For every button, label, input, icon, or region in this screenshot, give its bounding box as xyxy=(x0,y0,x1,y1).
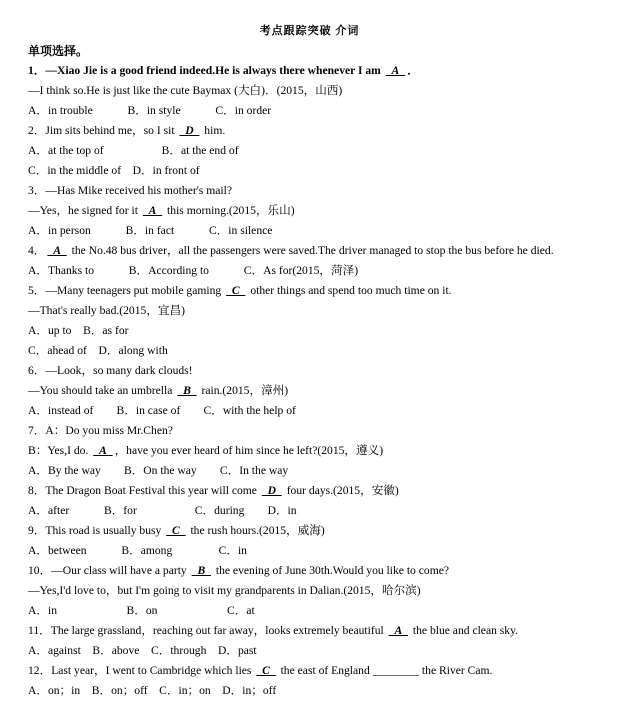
line-text-after: other things and spend too much time on it. xyxy=(247,284,452,297)
line-text-after: the No.48 bus driver，all the passengers were saved.The driver managed to stop the bus before he died. xyxy=(68,244,554,257)
line-text: —I think so.He is just like the cute Baymax (大白)．(2015，山西) xyxy=(28,84,343,97)
line-text: 12．Last year，I went to Cambridge which lies xyxy=(28,664,255,677)
line-text: —Yes，he signed for it xyxy=(28,204,141,217)
line-text: A．Thanks to B．According to C．As for(2015，菏泽) xyxy=(28,264,359,277)
line-text-after: this morning.(2015，乐山) xyxy=(164,204,295,217)
answer-blank: A xyxy=(47,244,67,257)
line-text-after: the rush hours.(2015，威海) xyxy=(187,524,325,537)
line-text: —Yes,I'd love to，but I'm going to visit my grandparents in Dalian.(2015，哈尔滨) xyxy=(28,584,421,597)
line-text: 8．The Dragon Boat Festival this year will come xyxy=(28,484,260,497)
line-text-after: rain.(2015，漳州) xyxy=(198,384,289,397)
line-text: 11．The large grassland，reaching out far away，looks extremely beautiful xyxy=(28,624,387,637)
question-line xyxy=(28,664,492,678)
answer-blank: B xyxy=(177,384,197,397)
line-text-after: him. xyxy=(201,124,226,137)
question-line xyxy=(28,524,325,538)
line-text-after: the east of England ________ the River Cam. xyxy=(277,664,493,677)
answer-blank: C xyxy=(226,284,246,297)
question-line xyxy=(28,84,342,98)
question-line xyxy=(28,624,518,638)
question-line xyxy=(28,604,255,618)
line-text: 10．—Our class will have a party xyxy=(28,564,190,577)
line-text-after: four days.(2015，安徽) xyxy=(283,484,399,497)
question-line xyxy=(28,124,225,138)
line-text: A．in B．on C．at xyxy=(28,604,255,617)
answer-blank: D xyxy=(261,484,282,497)
line-text: 7．A：Do you miss Mr.Chen? xyxy=(28,424,173,437)
line-text-after: the blue and clean sky. xyxy=(409,624,519,637)
line-text: B：Yes,I do. xyxy=(28,444,92,457)
question-line xyxy=(28,204,295,218)
line-text: 6．—Look，so many dark clouds! xyxy=(28,364,193,377)
answer-blank: A xyxy=(388,624,408,637)
question-line xyxy=(28,544,247,558)
question-line xyxy=(28,684,276,698)
question-line xyxy=(28,224,272,238)
question-line xyxy=(28,184,232,198)
line-text: 5．—Many teenagers put mobile gaming xyxy=(28,284,225,297)
answer-blank: A xyxy=(385,64,406,77)
line-text: 4． xyxy=(28,244,46,257)
section-heading: 单项选择。 xyxy=(28,44,89,58)
line-text: A．instead of B．in case of C．with the help of xyxy=(28,404,296,417)
question-line xyxy=(28,484,399,498)
page-title: 考点跟踪突破 介词 xyxy=(259,25,360,37)
question-line xyxy=(28,444,383,458)
question-line xyxy=(28,564,449,578)
question-line xyxy=(28,64,419,78)
question-line xyxy=(28,104,271,118)
line-text: 3．—Has Mike received his mother's mail? xyxy=(28,184,232,197)
line-text: A．in person B．in fact C．in silence xyxy=(28,224,273,237)
question-line xyxy=(28,464,288,478)
line-text: A．in trouble B．in style C．in order xyxy=(28,104,272,117)
line-text: A．at the top of B．at the end of xyxy=(28,144,239,157)
answer-blank: A xyxy=(93,444,113,457)
question-line xyxy=(28,504,297,518)
answer-blank: A xyxy=(142,204,163,217)
line-text: A．after B．for C．during D．in xyxy=(28,504,297,517)
line-text: 1．—Xiao Jie is a good friend indeed.He is always there whenever I am xyxy=(28,64,384,77)
line-text: —That's really bad.(2015，宜昌) xyxy=(28,304,185,317)
line-text-after: ，have you ever heard of him since he left?(2015，遵义) xyxy=(114,444,384,457)
line-text: A．against B．above C．through D．past xyxy=(28,644,257,657)
question-line xyxy=(28,144,239,158)
line-text: C．ahead of D．along with xyxy=(28,344,168,357)
answer-blank: C xyxy=(256,664,276,677)
question-line xyxy=(28,424,173,438)
question-line xyxy=(28,644,257,658)
line-text: 9．This road is usually busy xyxy=(28,524,165,537)
line-text: —You should take an umbrella xyxy=(28,384,176,397)
question-line xyxy=(28,384,288,398)
line-text: A．up to B．as for xyxy=(28,324,129,337)
question-line xyxy=(28,304,185,318)
question-line xyxy=(28,364,193,378)
question-line xyxy=(28,584,421,598)
question-line xyxy=(28,164,200,178)
line-text: C．in the middle of D．in front of xyxy=(28,164,200,177)
line-text: A．By the way B．On the way C．In the way xyxy=(28,464,289,477)
question-line xyxy=(28,324,128,338)
line-text: A．on；in B．on；off C．in；on D．in；off xyxy=(28,684,277,697)
line-text: 2．Jim sits behind me，so I sit xyxy=(28,124,178,137)
line-text: A．between B．among C．in xyxy=(28,544,247,557)
line-text-after: ． xyxy=(407,64,419,77)
question-line xyxy=(28,284,452,298)
answer-blank: D xyxy=(179,124,200,137)
question-line xyxy=(28,344,168,358)
question-line xyxy=(28,264,358,278)
question-line xyxy=(28,244,554,258)
answer-blank: B xyxy=(191,564,211,577)
answer-blank: C xyxy=(166,524,186,537)
question-line xyxy=(28,404,296,418)
line-text-after: the evening of June 30th.Would you like to come? xyxy=(212,564,450,577)
